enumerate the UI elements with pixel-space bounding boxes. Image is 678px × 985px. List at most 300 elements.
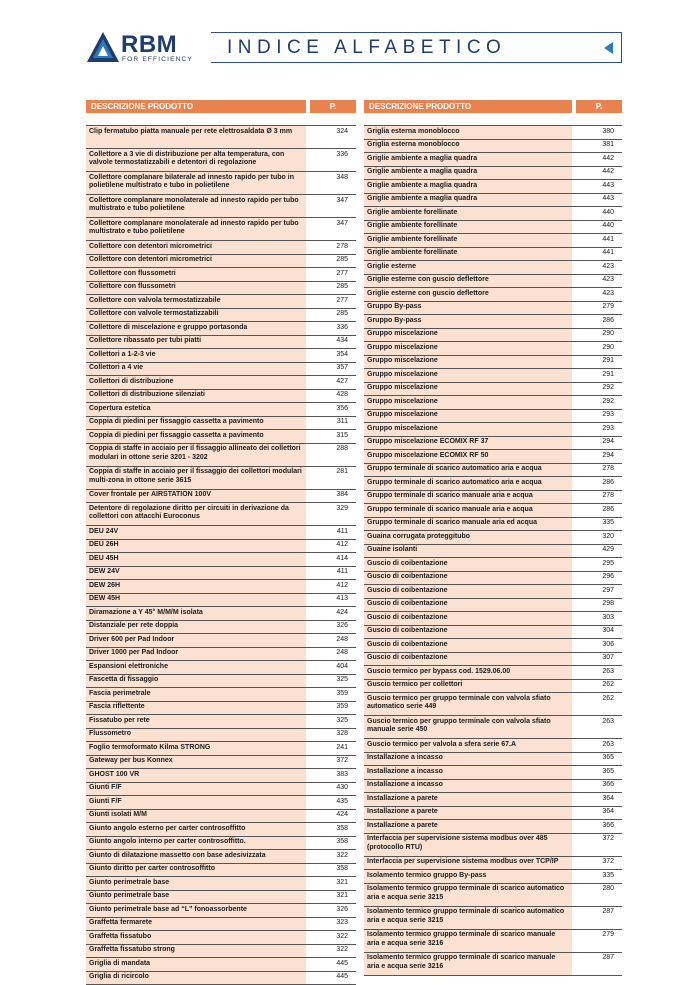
index-row [86,945,356,959]
page-number: 288 [310,444,356,466]
product-description: Guscio di coibentazione [364,612,572,625]
product-description: Gruppo miscelazione ECOMIX RF 37 [364,437,572,450]
index-row [86,837,356,851]
page-number: 365 [576,766,622,779]
product-description: Collettore con flussometri [86,282,306,295]
page-number: 381 [576,140,622,153]
page-number: 311 [310,417,356,430]
product-description: Collettore con valvola termostatizzabile [86,295,306,308]
product-description: Griglia esterna monoblocco [364,140,572,153]
product-description: Giunto angolo interno per carter controsoffitto. [86,837,306,850]
index-row [86,403,356,417]
index-row [86,376,356,390]
product-description: Fissatubo per rete [86,715,306,728]
product-description: Isolamento termico gruppo terminale di scarico manuale aria e acqua serie 3216 [364,953,572,975]
index-row [86,444,356,467]
page-number: 364 [576,793,622,806]
page-number: 307 [576,653,622,666]
product-description: Gruppo miscelazione [364,410,572,423]
page-number: 321 [310,891,356,904]
product-description: DEU 26H [86,540,306,553]
index-row [86,295,356,309]
page-number: 329 [310,503,356,525]
product-description: Giunto diritto per carter controsoffitto [86,864,306,877]
page-number: 443 [576,180,622,193]
index-row [86,607,356,621]
product-description: GHOST 100 VR [86,769,306,782]
page-number: 411 [310,567,356,580]
page-number: 435 [310,796,356,809]
page-number: 277 [310,295,356,308]
index-row [86,149,356,172]
index-row [364,884,622,907]
page-number: 366 [576,820,622,833]
product-description: Gruppo miscelazione [364,423,572,436]
index-row [364,302,622,316]
index-row [364,437,622,451]
page-number: 445 [310,958,356,971]
index-rows [364,125,622,976]
index-row [86,702,356,716]
page-number: 303 [576,612,622,625]
page-number: 427 [310,376,356,389]
product-description: Installazione a parete [364,793,572,806]
index-row [364,653,622,667]
index-row [86,621,356,635]
page-number: 263 [576,716,622,738]
product-description: Clip fermatubo piatta manuale per rete elettrosaldata Ø 3 mm [86,126,306,148]
product-description: Flussometro [86,729,306,742]
product-description: Interfaccia per supervisione sistema modbus over TCP/IP [364,857,572,870]
product-description: Griglie esterne con guscio deflettore [364,275,572,288]
page-number: 292 [576,383,622,396]
product-description: Griglie ambiente forellinate [364,248,572,261]
product-description: Diramazione a Y 45° M/M/M isolata [86,607,306,620]
index-row [364,450,622,464]
product-description: Giunto perimetrale base [86,877,306,890]
page-number: 430 [310,783,356,796]
product-description: DEU 45H [86,553,306,566]
index-row [364,410,622,424]
product-description: Giunti F/F [86,783,306,796]
product-description: Gruppo By-pass [364,302,572,315]
page-number: 287 [576,953,622,975]
page-number: 441 [576,248,622,261]
page-number: 281 [310,467,356,489]
index-row [86,891,356,905]
index-row [364,383,622,397]
product-description: Guscio di coibentazione [364,639,572,652]
index-row [364,870,622,884]
page-number: 357 [310,363,356,376]
product-description: Interfaccia per supervisione sistema modbus over 485 (protocollo RTU) [364,834,572,856]
index-row [86,877,356,891]
page-number: 429 [576,545,622,558]
index-row [364,248,622,262]
index-row [86,688,356,702]
column-header-page: P. [310,100,356,113]
arrow-left-icon [604,42,613,54]
index-row [364,666,622,680]
index-row [86,540,356,554]
page-number: 442 [576,153,622,166]
index-row [86,810,356,824]
page-number: 440 [576,207,622,220]
page-number: 358 [310,823,356,836]
page-number: 262 [576,693,622,715]
index-row [364,739,622,753]
index-row [364,423,622,437]
index-row [86,850,356,864]
index-row [86,526,356,540]
index-row [364,780,622,794]
product-description: Gruppo miscelazione [364,396,572,409]
page-number: 358 [310,837,356,850]
product-description: Coppia di piedini per fissaggio cassetta a pavimento [86,430,306,443]
page-number: 348 [310,172,356,194]
product-description: Guscio di coibentazione [364,572,572,585]
product-description: Gruppo By-pass [364,315,572,328]
page-number: 380 [576,126,622,139]
index-row [364,221,622,235]
index-row [86,904,356,918]
page-number: 443 [576,194,622,207]
index-row [86,390,356,404]
page-number: 248 [310,648,356,661]
product-description: Collettore con detentori micrometrici [86,241,306,254]
index-row [86,931,356,945]
product-description: Griglia di mandata [86,958,306,971]
product-description: Griglie esterne [364,261,572,274]
page-number: 295 [576,558,622,571]
page-number: 285 [310,309,356,322]
page-number: 365 [576,753,622,766]
page-number: 293 [576,423,622,436]
page-number: 335 [576,870,622,883]
page-number: 315 [310,430,356,443]
product-description: Installazione a incasso [364,780,572,793]
index-row [86,783,356,797]
index-row [364,930,622,953]
product-description: Collettore con valvole termostatizzabili [86,309,306,322]
product-description: Gruppo terminale di scarico manuale aria e acqua [364,491,572,504]
product-description: Driver 1000 per Pad Indoor [86,648,306,661]
product-description: Gruppo miscelazione [364,329,572,342]
page-number: 291 [576,369,622,382]
index-row [86,715,356,729]
product-description: Collettori di distribuzione [86,376,306,389]
index-row [364,953,622,976]
product-description: Fascia riflettente [86,702,306,715]
page-number: 262 [576,680,622,693]
product-description: Collettore complanare monolaterale ad innesto rapido per tubo multistrato e tubo polietilene [86,218,306,240]
index-row [364,464,622,478]
index-row [364,545,622,559]
product-description: Fascia perimetrale [86,688,306,701]
page-number: 293 [576,410,622,423]
page-number: 366 [576,780,622,793]
page-number: 326 [310,621,356,634]
page-number: 263 [576,739,622,752]
product-description: Guscio termico per valvola a sfera serie 67.A [364,739,572,752]
index-row [86,195,356,218]
index-row [86,648,356,662]
index-row [364,315,622,329]
product-description: Giunti isolati M/M [86,810,306,823]
page-number: 278 [576,464,622,477]
index-row [86,796,356,810]
index-row [86,336,356,350]
index-row [86,918,356,932]
index-row [86,322,356,336]
page-number: 383 [310,769,356,782]
index-row [86,467,356,490]
index-row [364,153,622,167]
page-number: 279 [576,302,622,315]
page-number: 277 [310,268,356,281]
index-row [364,612,622,626]
product-description: Gruppo terminale di scarico manuale aria e acqua [364,504,572,517]
product-description: Isolamento termico gruppo terminale di scarico manuale aria e acqua serie 3216 [364,930,572,952]
page-number: 372 [576,834,622,856]
product-description: Fascetta di fissaggio [86,675,306,688]
product-description: Driver 600 per Pad Indoor [86,634,306,647]
page-number: 413 [310,594,356,607]
index-row [86,363,356,377]
page-header [0,0,678,90]
column-header-description: DESCRIZIONE PRODOTTO [364,100,572,113]
page-number: 306 [576,639,622,652]
product-description: Espansioni elettroniche [86,661,306,674]
product-description: Gruppo terminale di scarico manuale aria ed acqua [364,518,572,531]
page-number: 358 [310,864,356,877]
index-row [364,369,622,383]
index-row [364,504,622,518]
product-description: Installazione a incasso [364,753,572,766]
product-description: Guaine isolanti [364,545,572,558]
index-row [364,626,622,640]
page-number: 364 [576,807,622,820]
page-number: 335 [576,518,622,531]
product-description: Guscio di coibentazione [364,599,572,612]
page-number: 278 [310,241,356,254]
page-number: 297 [576,585,622,598]
product-description: Griglie ambiente forellinate [364,207,572,220]
product-description: Guscio di coibentazione [364,585,572,598]
page-number: 440 [576,221,622,234]
product-description: Collettore complanare bilaterale ad innesto rapido per tubo in polietilene multistrato e tubo in polietilene [86,172,306,194]
index-row [86,823,356,837]
product-description: Guscio di coibentazione [364,653,572,666]
product-description: Griglie ambiente a maglia quadra [364,153,572,166]
page-number: 322 [310,850,356,863]
index-row [364,807,622,821]
index-row [364,275,622,289]
index-row [364,766,622,780]
page-number: 294 [576,437,622,450]
index-row [364,342,622,356]
page-number: 424 [310,810,356,823]
index-row [364,288,622,302]
product-description: Detentore di regolazione diritto per circuiti in derivazione da collettori con attacchi Euroconus [86,503,306,525]
product-description: Guscio termico per collettori [364,680,572,693]
product-description: Collettori a 1-2-3 vie [86,349,306,362]
product-description: Installazione a parete [364,820,572,833]
product-description: Guscio termico per gruppo terminale con valvola sfiato manuale serie 450 [364,716,572,738]
rbm-logo [86,31,198,71]
index-row [86,729,356,743]
product-description: Gruppo miscelazione [364,342,572,355]
product-description: Griglie esterne con guscio deflettore [364,288,572,301]
product-description: Griglie ambiente a maglia quadra [364,167,572,180]
product-description: Collettore ribassato per tubi piatti [86,336,306,349]
index-row [86,580,356,594]
index-row [86,255,356,269]
product-description: Coppia di staffe in acciaio per il fissaggio dei collettori modulari multi-zona in ottone serie 3615 [86,467,306,489]
index-row [86,553,356,567]
index-row [364,599,622,613]
index-row [364,716,622,739]
index-row [364,194,622,208]
product-description: Gateway per bus Konnex [86,756,306,769]
page-number: 280 [576,884,622,906]
brand-tagline: FOR EFFICIENCY [122,56,193,63]
index-row [364,857,622,871]
page-number: 404 [310,661,356,674]
index-row [364,753,622,767]
page-number: 325 [310,715,356,728]
index-row [364,793,622,807]
product-description: Isolamento termico gruppo By-pass [364,870,572,883]
product-description: Installazione a incasso [364,766,572,779]
page-number: 324 [310,126,356,148]
product-description: DEW 45H [86,594,306,607]
page-number: 372 [576,857,622,870]
index-row [364,234,622,248]
product-description: Griglie ambiente a maglia quadra [364,194,572,207]
product-description: Isolamento termico gruppo terminale di scarico automatico aria e acqua serie 3215 [364,884,572,906]
page-number: 290 [576,342,622,355]
index-row [364,585,622,599]
product-description: Guscio di coibentazione [364,626,572,639]
product-description: Graffetta fissatubo [86,931,306,944]
index-row [86,241,356,255]
page-number: 248 [310,634,356,647]
index-row [86,503,356,526]
index-row [86,742,356,756]
product-description: Collettore di miscelazione e gruppo portasonda [86,322,306,335]
page-number: 354 [310,349,356,362]
product-description: Guaina corrugata proteggitubo [364,531,572,544]
index-row [86,958,356,972]
page-number: 328 [310,729,356,742]
brand-name: RBM [121,31,177,59]
product-description: Collettore con flussometri [86,268,306,281]
product-description: Gruppo miscelazione ECOMIX RF 50 [364,450,572,463]
page-number: 321 [310,877,356,890]
index-row [364,491,622,505]
product-description: Guscio termico per bypass cod. 1529.06.00 [364,666,572,679]
page-number: 325 [310,675,356,688]
product-description: Graffetta fissatubo strong [86,945,306,958]
index-row [364,820,622,834]
product-description: Gruppo miscelazione [364,356,572,369]
product-description: Collettori a 4 vie [86,363,306,376]
page-number: 287 [576,907,622,929]
product-description: Guscio di coibentazione [364,558,572,571]
page-number: 296 [576,572,622,585]
page-number: 423 [576,261,622,274]
index-row [364,558,622,572]
page-number: 411 [310,526,356,539]
column-header-page: P. [576,100,622,113]
index-row [364,907,622,930]
page-number: 322 [310,945,356,958]
product-description: Giunto di dilatazione massetto con base adesivizzata [86,850,306,863]
page-title: INDICE ALFABETICO [227,37,506,59]
index-row [364,126,622,140]
product-description: Graffetta fermarete [86,918,306,931]
index-row [364,531,622,545]
page-number: 291 [576,356,622,369]
page-number: 445 [310,972,356,985]
index-row [86,282,356,296]
index-row [364,518,622,532]
page-number: 359 [310,688,356,701]
page-number: 326 [310,904,356,917]
index-row [86,769,356,783]
product-description: Collettori di distribuzione silenziati [86,390,306,403]
page-number: 263 [576,666,622,679]
index-row [86,349,356,363]
index-row [364,680,622,694]
index-row [364,207,622,221]
index-row [364,329,622,343]
page-number: 384 [310,490,356,503]
product-description: Giunti F/F [86,796,306,809]
index-row [364,396,622,410]
product-description: DEU 24V [86,526,306,539]
product-description: Griglia esterna monoblocco [364,126,572,139]
page-number: 434 [310,336,356,349]
page-number: 278 [576,491,622,504]
index-row [86,661,356,675]
index-row [86,218,356,241]
product-description: DEW 24V [86,567,306,580]
page-number: 320 [576,531,622,544]
product-description: Distanziale per rete doppia [86,621,306,634]
page-number: 372 [310,756,356,769]
title-box [211,32,622,63]
index-row [86,490,356,504]
index-row [86,567,356,581]
index-row [86,126,356,149]
index-row [86,268,356,282]
rbm-logo-mark-icon [86,31,120,63]
page-number: 294 [576,450,622,463]
page-number: 442 [576,167,622,180]
index-row [364,180,622,194]
index-row [364,639,622,653]
page-number: 286 [576,504,622,517]
page-number: 412 [310,580,356,593]
product-description: Collettore a 3 vie di distribuzione per alta temperatura, con valvole termostatizzabili e detentori di regolazione [86,149,306,171]
page-number: 285 [310,255,356,268]
index-row [86,634,356,648]
page-number: 359 [310,702,356,715]
index-column-right [364,100,622,976]
page-number: 285 [310,282,356,295]
